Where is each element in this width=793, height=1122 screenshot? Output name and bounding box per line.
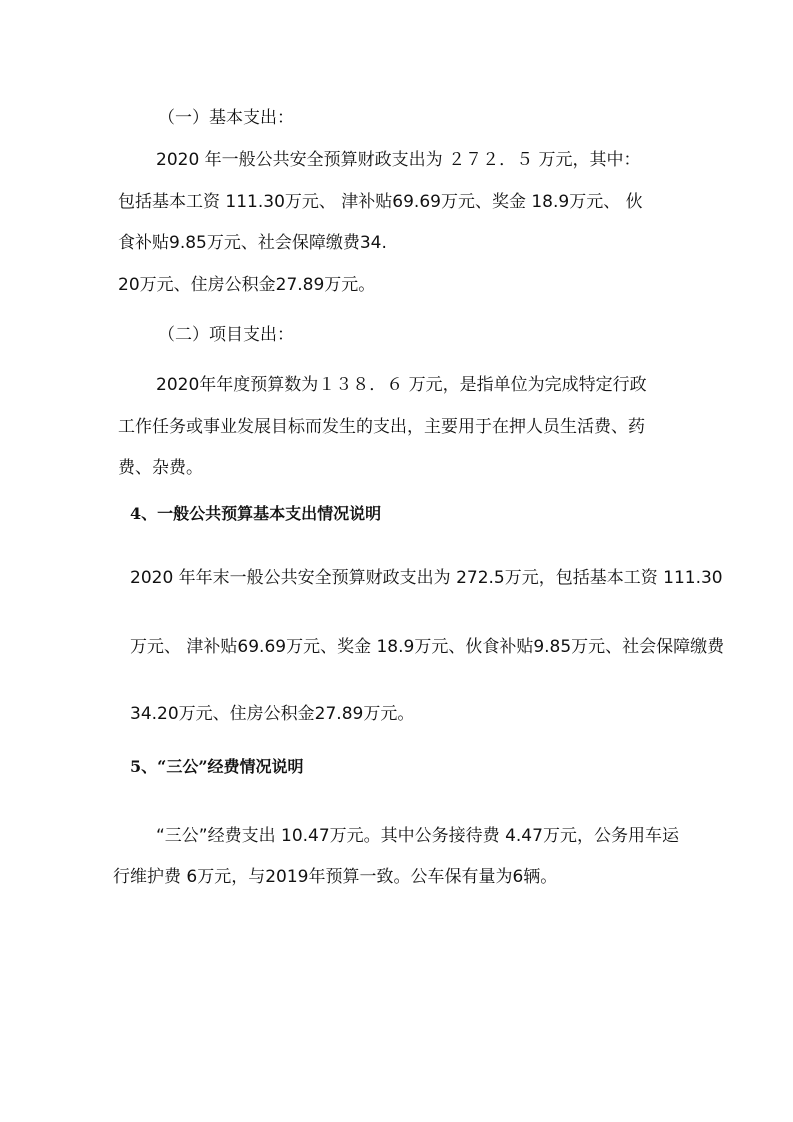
section-basic-line-2: 包括基本工资 111.30万元、 津补贴69.69万元、奖金 18.9万元、 伙 [118, 192, 643, 212]
section-4-heading: 4、一般公共预算基本支出情况说明 [130, 504, 382, 523]
section-5-line-1: “三公”经费支出 10.47万元。其中公务接待费 4.47万元，公务用车运 [156, 826, 679, 846]
section-project-line-3: 费、杂费。 [118, 458, 203, 478]
section-4-line-2: 万元、 津补贴69.69万元、奖金 18.9万元、伙食补贴9.85万元、社会保障缴费 [130, 637, 725, 657]
section-basic-line-3: 食补贴9.85万元、社会保障缴费34. [118, 233, 387, 253]
section-project-title: （二）项目支出： [158, 325, 294, 345]
section-basic-title: （一）基本支出： [158, 108, 294, 128]
section-basic-line-4: 20万元、住房公积金27.89万元。 [118, 275, 376, 295]
section-basic-line-1: 2020 年一般公共安全预算财政支出为 ２７２．５ 万元，其中： [156, 150, 641, 170]
section-4-line-1: 2020 年年末一般公共安全预算财政支出为 272.5万元，包括基本工资 111.30 [130, 568, 723, 588]
section-project-line-1: 2020年年度预算数为１３８．６ 万元，是指单位为完成特定行政 [156, 375, 647, 395]
section-4-line-3: 34.20万元、住房公积金27.89万元。 [130, 704, 415, 724]
section-5-line-2: 行维护费 6万元，与2019年预算一致。公车保有量为6辆。 [113, 867, 558, 887]
section-project-line-2: 工作任务或事业发展目标而发生的支出，主要用于在押人员生活费、药 [118, 417, 645, 437]
section-5-heading: 5、“三公”经费情况说明 [130, 757, 304, 776]
